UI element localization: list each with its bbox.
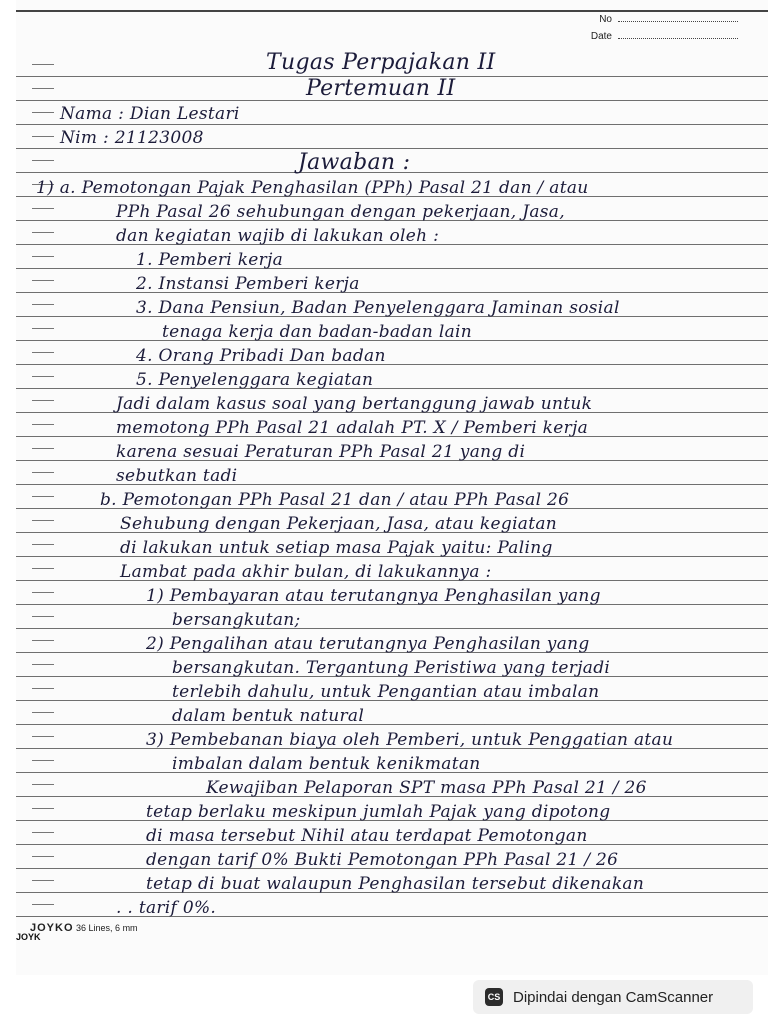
text-line: Jadi dalam kasus soal yang bertanggung jawab untuk [116,394,593,414]
text-line: tetap di buat walaupun Penghasilan tersebut dikenakan [146,874,645,894]
text-line: 2) Pengalihan atau terutangnya Penghasilan yang [146,634,590,654]
text-line: b. Pemotongan PPh Pasal 21 dan / atau PPh Pasal 26 [100,490,570,510]
text-line: tenaga kerja dan badan-badan lain [162,322,473,342]
text-line: . . tarif 0%. [116,898,217,918]
notebook-page [16,0,768,975]
student-name: Nama : Dian Lestari [60,104,240,124]
text-line: dalam bentuk natural [172,706,365,726]
margin-tick [32,544,54,545]
date-label: Date [591,31,738,42]
text-line: bersangkutan. Tergantung Peristiwa yang terjadi [172,658,611,678]
notebook-lines-info: 36 Lines, 6 mm [76,923,138,933]
margin-tick [32,160,54,161]
margin-tick [32,736,54,737]
text-line: dengan tarif 0% Bukti Pemotongan PPh Pasal 21 / 26 [146,850,619,870]
margin-tick [32,304,54,305]
margin-tick [32,256,54,257]
top-rule [16,10,768,12]
margin-tick [32,784,54,785]
text-line: 3. Dana Pensiun, Badan Penyelenggara Jaminan sosial [136,298,620,318]
margin-tick [32,328,54,329]
text-line: di lakukan untuk setiap masa Pajak yaitu: Paling [120,538,553,558]
margin-tick [32,640,54,641]
text-line: 1. Pemberi kerja [136,250,284,270]
margin-tick [32,136,54,137]
text-line: 4. Orang Pribadi Dan badan [136,346,386,366]
margin-tick [32,568,54,569]
margin-tick [32,352,54,353]
text-line: di masa tersebut Nihil atau terdapat Pemotongan [146,826,588,846]
margin-tick [32,760,54,761]
title-line-2: Pertemuan II [306,76,456,101]
margin-tick [32,280,54,281]
margin-tick [32,880,54,881]
text-line: 5. Penyelenggara kegiatan [136,370,374,390]
camscanner-text: Dipindai dengan CamScanner [513,988,714,1006]
margin-tick [32,88,54,89]
margin-tick [32,400,54,401]
margin-tick [32,64,54,65]
text-line: 1) Pembayaran atau terutangnya Penghasilan yang [146,586,601,606]
notebook-side-mark: JOYK [16,932,41,942]
margin-tick [32,592,54,593]
margin-tick [32,232,54,233]
ruled-line [16,268,768,269]
margin-tick [32,208,54,209]
ruled-line [16,628,768,629]
margin-tick [32,856,54,857]
text-line: Sehubung dengan Pekerjaan, Jasa, atau kegiatan [120,514,558,534]
text-line: 3) Pembebanan biaya oleh Pemberi, untuk Penggatian atau [146,730,674,750]
margin-tick [32,688,54,689]
ruled-line [16,724,768,725]
text-line: 2. Instansi Pemberi kerja [136,274,360,294]
margin-tick [32,424,54,425]
margin-tick [32,376,54,377]
margin-tick [32,496,54,497]
title-line-1: Tugas Perpajakan II [266,50,496,75]
text-line: memotong PPh Pasal 21 adalah PT. X / Pemberi kerja [116,418,589,438]
ruled-line [16,124,768,125]
ruled-line [16,364,768,365]
answer-heading: Jawaban : [298,150,411,175]
margin-tick [32,664,54,665]
margin-tick [32,520,54,521]
margin-tick [32,712,54,713]
no-label: No [599,14,738,25]
margin-tick [32,472,54,473]
student-nim: Nim : 21123008 [60,128,204,148]
camscanner-badge [473,980,753,1014]
text-line: tetap berlaku meskipun jumlah Pajak yang dipotong [146,802,611,822]
camscanner-logo-icon: CS [485,988,503,1006]
text-line: karena sesuai Peraturan PPh Pasal 21 yang di [116,442,526,462]
margin-tick [32,448,54,449]
margin-tick [32,832,54,833]
text-line: sebutkan tadi [116,466,238,486]
text-line: 1) a. Pemotongan Pajak Penghasilan (PPh) Pasal 21 dan / atau [36,178,589,198]
text-line: dan kegiatan wajib di lakukan oleh : [116,226,440,246]
ruled-line [16,148,768,149]
notebook-footer [30,922,138,934]
margin-tick [32,808,54,809]
text-line: Kewajiban Pelaporan SPT masa PPh Pasal 21 / 26 [206,778,647,798]
text-line: imbalan dalam bentuk kenikmatan [172,754,481,774]
ruled-line [16,388,768,389]
ruled-line [16,292,768,293]
text-line: Lambat pada akhir bulan, di lakukannya : [120,562,492,582]
text-line: bersangkutan; [172,610,301,630]
margin-tick [32,904,54,905]
margin-tick [32,616,54,617]
text-line: terlebih dahulu, untuk Pengantian atau imbalan [172,682,600,702]
margin-tick [32,112,54,113]
text-line: PPh Pasal 26 sehubungan dengan pekerjaan, Jasa, [116,202,565,222]
notebook-brand: JOYKO [30,922,74,934]
